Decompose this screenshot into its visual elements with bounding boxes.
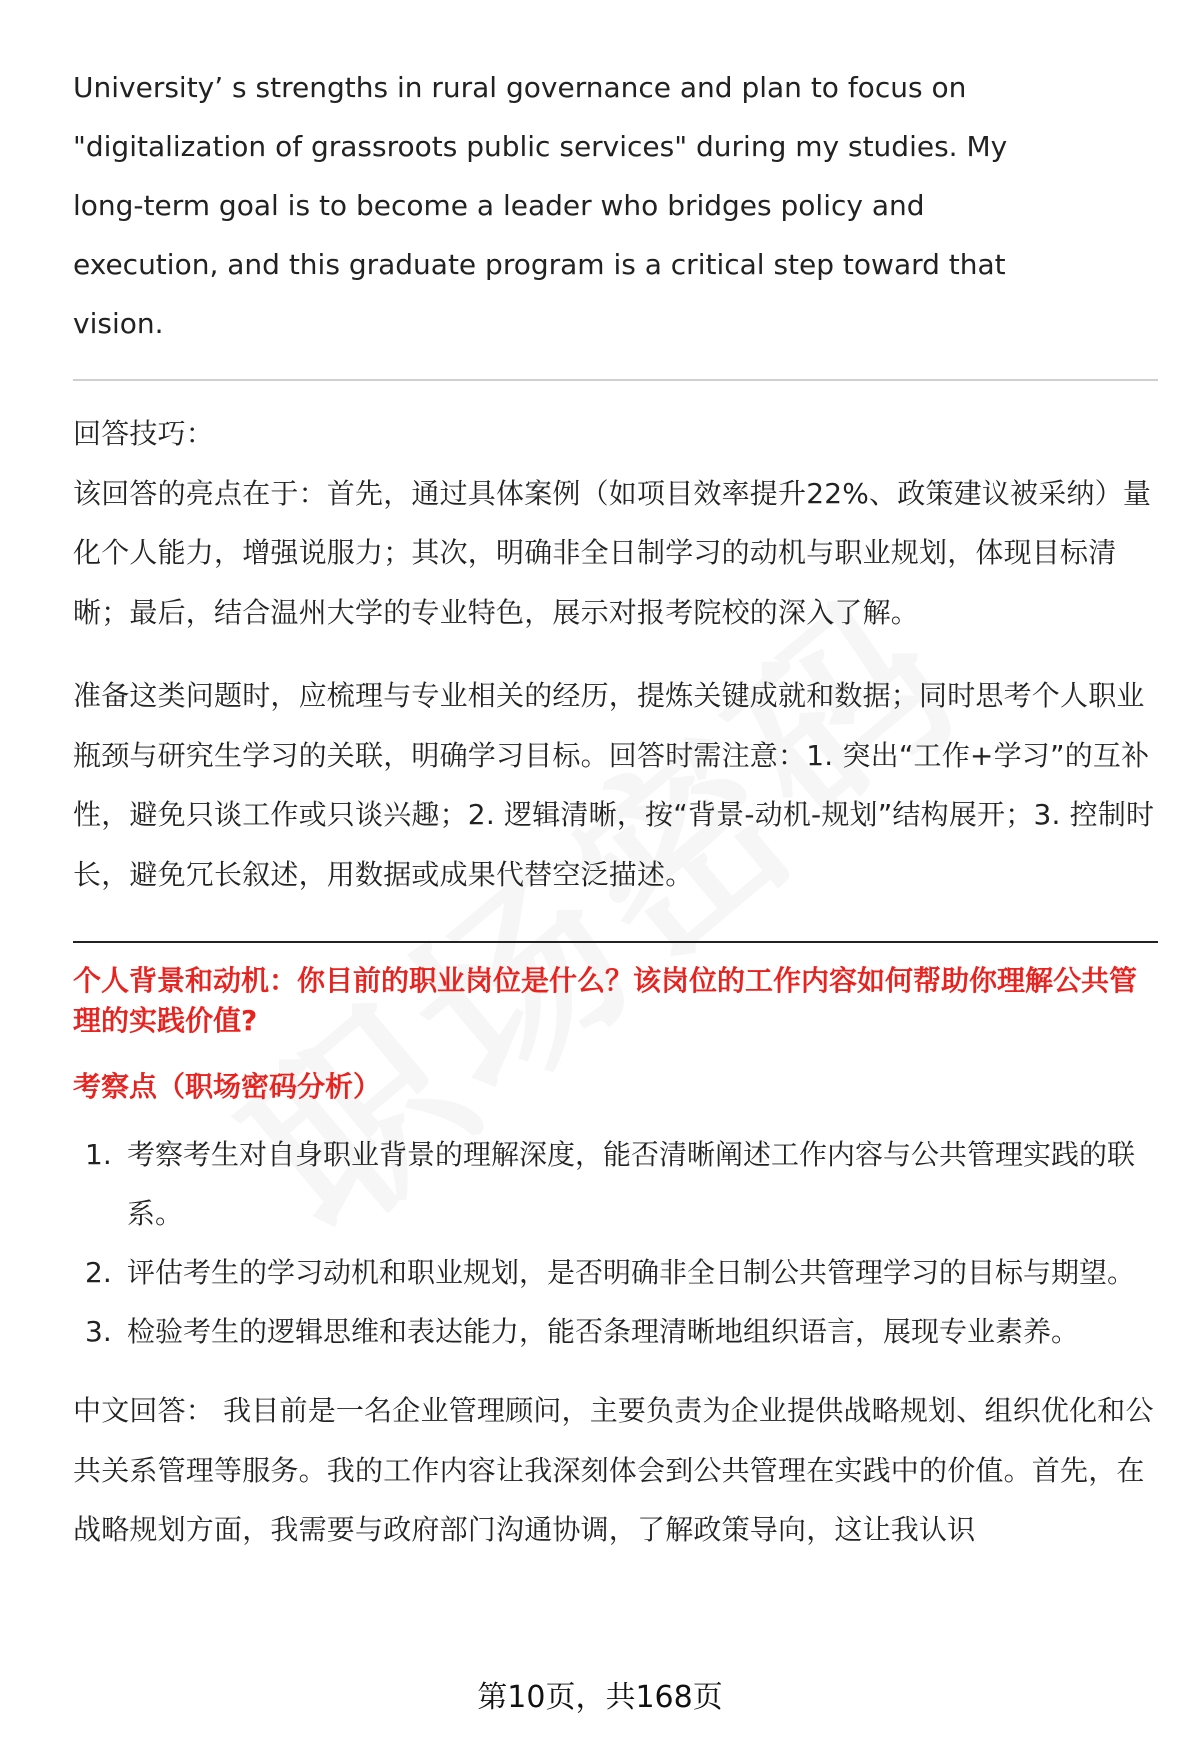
list-item (73, 1302, 1158, 1361)
list-item-text: 检验考生的逻辑思维和表达能力，能否条理清晰地组织语言，展现专业素养。 (127, 1315, 1080, 1348)
list-item-number: 2. (85, 1256, 112, 1289)
list-item-number: 3. (85, 1315, 112, 1348)
list-item-number: 1. (85, 1138, 112, 1171)
chinese-answer-paragraph: 中文回答： 我目前是一名企业管理顾问，主要负责为企业提供战略规划、组织优化和公共关系管理等服务。我的工作内容让我深刻体会到公共管理在实践中的价值。首先，在战略规划方面，我需要与政府部门沟通协调，了解政策导向，这让我认识 (73, 1394, 1154, 1546)
points-label: 考察点（职场密码分析） (73, 1070, 382, 1103)
tips-paragraph-2: 准备这类问题时，应梳理与专业相关的经历，提炼关键成就和数据；同时思考个人职业瓶颈与研究生学习的关联，明确学习目标。回答时需注意：1. 突出“工作+学习”的互补性，避免只谈工作或只谈兴趣；2. 逻辑清晰，按“背景-动机-规划”结构展开；3. 控制时长，避免冗长叙述，用数据或成果代替空泛描述。 (73, 679, 1155, 891)
document-page (73, 60, 1158, 1560)
list-item-text: 考察考生对自身职业背景的理解深度，能否清晰阐述工作内容与公共管理实践的联系。 (127, 1138, 1136, 1230)
list-item (73, 1243, 1158, 1302)
list-item (73, 1125, 1158, 1243)
section-divider (73, 379, 1158, 381)
points-list (73, 1125, 1158, 1361)
intro-english-paragraph: University’ s strengths in rural governance and plan to focus on "digitalization of grassroots public services" during my studies. My long-term goal is to become a leader who bridges policy and execution, and this graduate program is a critical step toward that vision. (73, 71, 1008, 340)
tips-label: 回答技巧： (73, 417, 215, 450)
question-divider (73, 941, 1158, 943)
list-item-text: 评估考生的学习动机和职业规划，是否明确非全日制公共管理学习的目标与期望。 (127, 1256, 1136, 1289)
page-number-footer: 第10页，共168页 (477, 1680, 723, 1715)
tips-paragraph-1: 该回答的亮点在于：首先，通过具体案例（如项目效率提升22%、政策建议被采纳）量化个人能力，增强说服力；其次，明确非全日制学习的动机与职业规划，体现目标清晰；最后，结合温州大学的专业特色，展示对报考院校的深入了解。 (73, 476, 1152, 629)
question-title: 个人背景和动机：你目前的职业岗位是什么？该岗位的工作内容如何帮助你理解公共管理的实践价值? (73, 964, 1138, 1037)
